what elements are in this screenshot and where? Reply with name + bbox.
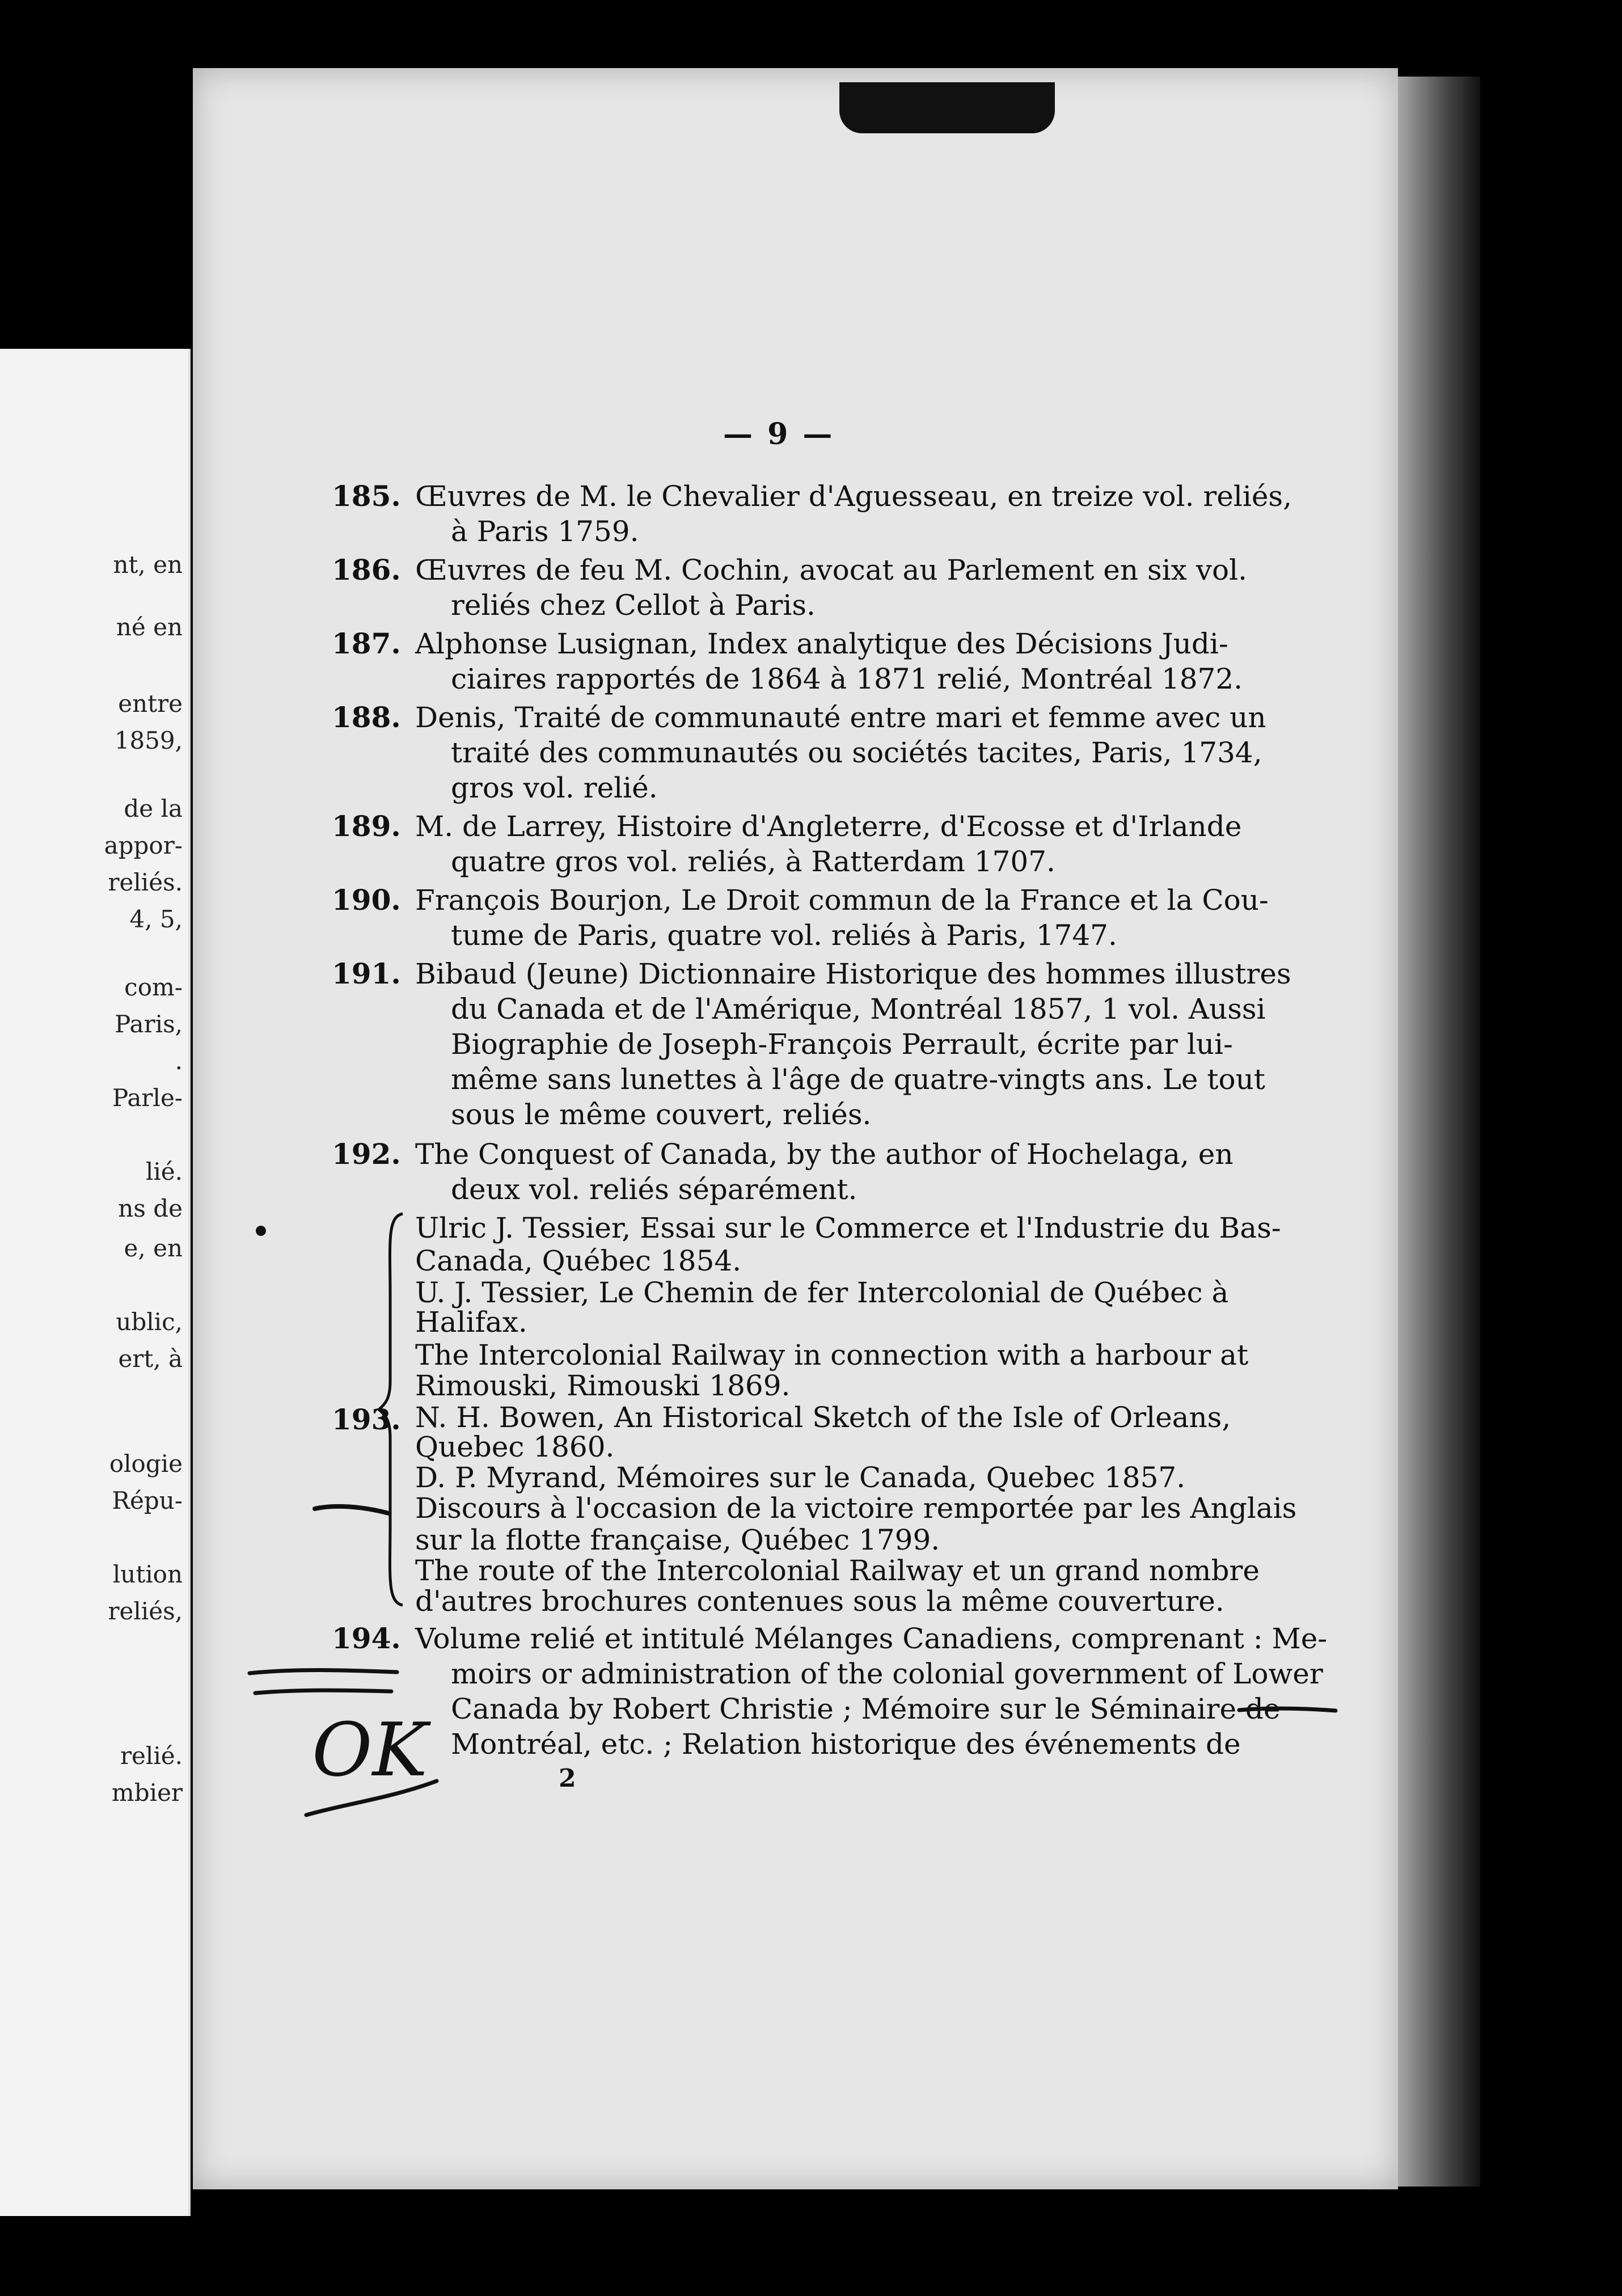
- entry-number: 193.: [332, 1403, 401, 1436]
- entry-number: 185.: [332, 479, 401, 513]
- signature-mark: 2: [559, 1764, 576, 1793]
- entry-line: The route of the Intercolonial Railway et un grand nombre: [415, 1554, 1260, 1587]
- entry-line: N. H. Bowen, An Historical Sketch of the Isle of Orleans,: [415, 1401, 1231, 1434]
- left-fragment: e, en: [124, 1234, 183, 1262]
- left-fragment: de la: [124, 795, 183, 822]
- entry-number: 190.: [332, 883, 401, 917]
- entry-line: M. de Larrey, Histoire d'Angleterre, d'Ecosse et d'Irlande: [415, 810, 1242, 843]
- handwritten-ok-mark: [301, 1707, 442, 1826]
- left-fragment: reliés.: [108, 868, 183, 896]
- left-fragment: mbier: [111, 1779, 183, 1807]
- entry-line: Canada by Robert Christie ; Mémoire sur le Séminaire de: [451, 1693, 1281, 1725]
- left-fragment: nt, en: [113, 551, 183, 579]
- entry-line: Œuvres de M. le Chevalier d'Aguesseau, en treize vol. reliés,: [415, 480, 1292, 513]
- entry-line: deux vol. reliés séparément.: [451, 1173, 858, 1206]
- entry-line: quatre gros vol. reliés, à Ratterdam 1707.: [451, 845, 1055, 878]
- entry-line: U. J. Tessier, Le Chemin de fer Intercolonial de Québec à: [415, 1276, 1229, 1309]
- left-fragment: 1859,: [114, 727, 183, 754]
- entry-line: du Canada et de l'Amérique, Montréal 1857, 1 vol. Aussi: [451, 993, 1266, 1025]
- left-fragment: 4, 5,: [129, 905, 183, 933]
- entry-line: Volume relié et intitulé Mélanges Canadiens, comprenant : Me-: [415, 1622, 1328, 1655]
- entry-line: Biographie de Joseph-François Perrault, écrite par lui-: [451, 1028, 1233, 1061]
- entry-line: tume de Paris, quatre vol. reliés à Paris, 1747.: [451, 919, 1117, 952]
- left-fragment: lution: [112, 1560, 183, 1588]
- entry-number: 188.: [332, 700, 401, 734]
- left-fragment: reliés,: [108, 1597, 183, 1625]
- entry-line: sur la flotte française, Québec 1799.: [415, 1523, 940, 1556]
- entry-number: 189.: [332, 809, 401, 843]
- torn-page-top: [839, 82, 1055, 133]
- left-fragment: Répu-: [112, 1487, 183, 1514]
- left-fragment: ologie: [109, 1450, 183, 1478]
- entry-line: sous le même couvert, reliés.: [451, 1098, 872, 1131]
- left-fragment: ert, à: [118, 1345, 183, 1373]
- pencil-dash-mark: [312, 1492, 391, 1526]
- entry-line: Quebec 1860.: [415, 1430, 615, 1463]
- entry-number: 187.: [332, 627, 401, 660]
- entry-line: D. P. Myrand, Mémoires sur le Canada, Quebec 1857.: [415, 1461, 1186, 1494]
- entry-line: Canada, Québec 1854.: [415, 1244, 742, 1277]
- pencil-dash-mark: [1236, 1696, 1338, 1724]
- entry-line: Discours à l'occasion de la victoire remportée par les Anglais: [415, 1492, 1297, 1525]
- entry-line: Montréal, etc. ; Relation historique des événements de: [451, 1728, 1241, 1761]
- page-number: — 9 —: [723, 417, 835, 451]
- left-fragment: relié.: [120, 1742, 183, 1770]
- left-fragment: Paris,: [115, 1010, 183, 1038]
- entry-line: François Bourjon, Le Droit commun de la France et la Cou-: [415, 884, 1269, 917]
- entry-number: 191.: [332, 957, 401, 990]
- entry-line: traité des communautés ou sociétés tacites, Paris, 1734,: [451, 736, 1262, 769]
- entry-line: The Intercolonial Railway in connection with a harbour at: [415, 1339, 1249, 1371]
- entry-line: Halifax.: [415, 1306, 527, 1339]
- left-fragment: entre: [118, 690, 183, 717]
- entry-number: 194.: [332, 1622, 401, 1655]
- ink-dot-icon: [244, 1214, 278, 1248]
- entry-number: 192.: [332, 1137, 401, 1171]
- curly-brace-icon: [374, 1211, 408, 1608]
- entry-line: Bibaud (Jeune) Dictionnaire Historique des hommes illustres: [415, 957, 1291, 990]
- left-fragment: né en: [116, 613, 183, 641]
- entry-line: à Paris 1759.: [451, 515, 639, 548]
- adjacent-page-fragment: [0, 349, 191, 2216]
- entry-line: The Conquest of Canada, by the author of Hochelaga, en: [415, 1138, 1234, 1171]
- entry-line: Ulric J. Tessier, Essai sur le Commerce et l'Industrie du Bas-: [415, 1212, 1281, 1244]
- entry-line: même sans lunettes à l'âge de quatre-vingts ans. Le tout: [451, 1063, 1265, 1096]
- left-fragment: ns de: [118, 1195, 183, 1222]
- left-fragment: lié.: [145, 1158, 183, 1185]
- entry-line: Denis, Traité de communauté entre mari et femme avec un: [415, 701, 1266, 734]
- left-fragment: ublic,: [116, 1308, 183, 1336]
- left-fragment: com-: [124, 973, 183, 1001]
- entry-line: gros vol. relié.: [451, 771, 658, 804]
- entry-line: Rimouski, Rimouski 1869.: [415, 1369, 791, 1402]
- entry-number: 186.: [332, 553, 401, 586]
- left-fragment: appor-: [104, 832, 183, 859]
- entry-line: Alphonse Lusignan, Index analytique des Décisions Judi-: [415, 627, 1228, 660]
- left-fragment: Parle-: [112, 1084, 183, 1112]
- left-fragment: .: [175, 1047, 183, 1075]
- svg-text:OK: OK: [312, 1707, 428, 1793]
- entry-line: Œuvres de feu M. Cochin, avocat au Parlement en six vol.: [415, 554, 1247, 586]
- pencil-dash-mark: [244, 1662, 403, 1707]
- entry-line: d'autres brochures contenues sous la même couverture.: [415, 1585, 1224, 1618]
- entry-line: ciaires rapportés de 1864 à 1871 relié, Montréal 1872.: [451, 662, 1243, 695]
- entry-line: reliés chez Cellot à Paris.: [451, 589, 816, 622]
- entry-line: moirs or administration of the colonial government of Lower: [451, 1657, 1323, 1690]
